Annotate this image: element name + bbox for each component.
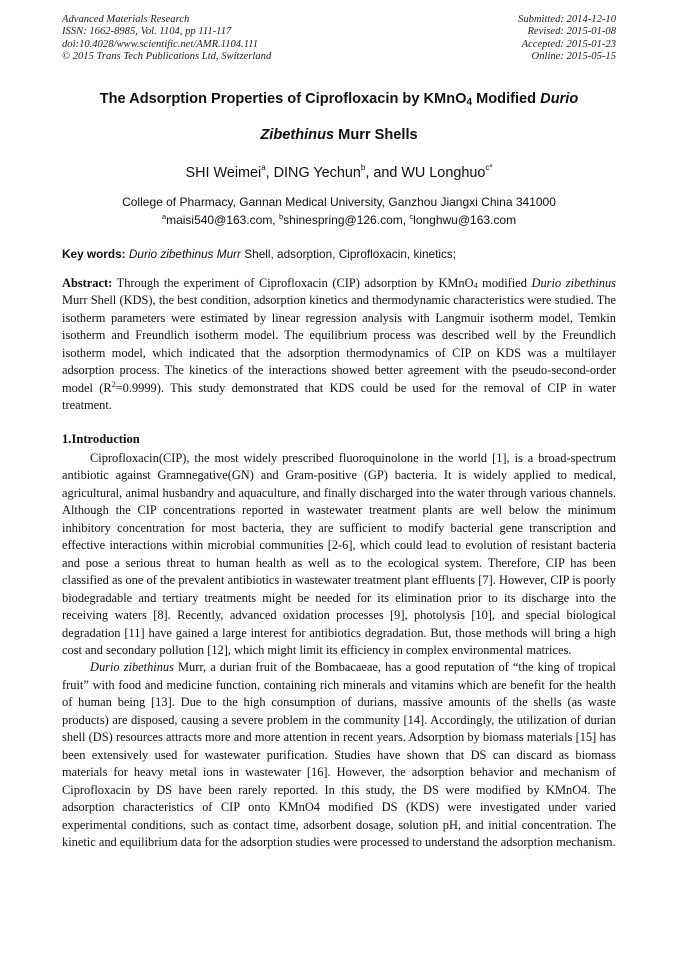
author-list (40, 165, 638, 181)
abstract-text: modified (477, 276, 532, 290)
title-text: Modified (472, 91, 541, 107)
paper-title-line1 (40, 91, 638, 107)
intro-species: Durio zibethinus (90, 660, 174, 675)
title-text: Murr Shells (334, 127, 418, 143)
submission-dates (518, 14, 616, 63)
keywords-species: Durio zibethinus Murr (125, 247, 241, 261)
author-mark: a (261, 163, 266, 172)
email-mark: c (409, 212, 414, 221)
date-accepted: Accepted: 2015-01-23 (521, 38, 616, 50)
author-name: SHI Weimei (185, 165, 262, 181)
section-heading-introduction: 1.Introduction (62, 432, 140, 446)
title-text: The Adsorption Properties of Ciprofloxacin by KMnO (99, 91, 467, 107)
date-submitted: Submitted: 2014-12-10 (518, 14, 616, 25)
keywords-text: Shell, adsorption, Ciprofloxacin, kinetics; (240, 247, 457, 261)
author-name: , and WU Longhuo (365, 165, 486, 181)
email-address: maisi540@163.com, (166, 213, 279, 227)
paper-title-line2 (40, 127, 638, 143)
abstract-text: Murr Shell (KDS), the best condition, adsorption kinetics and thermodynamic characteristics were studied. The isotherm parameters were estimated by linear regression analysis with Langmuir isotherm model, Temkin isotherm and Freundlich isotherm model. The equilibrium process was described well by the Freundlich isotherm model, which indicated that the adsorption thermodynamics of CIP on KDS was a multilayer adsorption process. The kinetics of the interactions showed better agreement with the pseudo-second-order model (R (62, 293, 616, 395)
journal-issn: ISSN: 1662-8985, Vol. 1104, pp 111-117 (62, 26, 232, 38)
abstract-text: =0.9999). This study demonstrated that KDS could be used for the removal of CIP in water treatment. (62, 380, 616, 413)
author-emails (40, 213, 638, 227)
abstract-label: Abstract: (62, 276, 113, 290)
abstract (62, 275, 616, 415)
title-subscript: 4 (466, 97, 473, 108)
title-species: Zibethinus (260, 127, 335, 143)
intro-text: Murr, a durian fruit of the Bombacaeae, has a good reputation of “the king of tropical fruit” with food and medicine function, containing rich minerals and vitamins which are benefit for the health of human being [13]. Due to the high consumption of durians, massive amounts of the shells (as waste products) are disposed, causing a severe problem in the community [14]. Accordingly, the utilization of durian shell (DS) resources attracts more and more attention in recent years. Adsorption by biomass materials [15] has been extensively used for wastewater purification. Studies have shown that DS can discard as biomass materials for heavy metal ions in wastewater [16]. However, the adsorption behavior and mechanism of Ciprofloxacin by DS have been rarely reported. In this study, the DS were modified by KMnO4. The adsorption characteristics of CIP onto KMnO4 modified DS (KDS) were investigated under varied experimental conditions, such as contact time, adsorbent dosage, solution pH, and initial concentration. The kinetic and equilibrium data for the adsorption studies were processed to understand the adsorption mechanism. (62, 660, 616, 849)
date-online: Online: 2015-05-15 (531, 50, 616, 62)
keywords (62, 247, 616, 261)
author-name: , DING Yechun (265, 165, 361, 181)
abstract-text: Through the experiment of Ciprofloxacin (CIP) adsorption by KMnO (112, 276, 474, 290)
email-address: longhwu@163.com (413, 213, 517, 227)
intro-paragraph-1: Ciprofloxacin(CIP), the most widely prescribed fluoroquinolone in the world [1], is a broad-spectrum antibiotic against Gramnegative(GN) and Gram-positive (GP) bacteria. It is widely applied to medical, agricultural, animal husbandry and aquaculture, and finally discharged into the water through various channels. Although the CIP concentrations reported in wastewater treatment plants are well below the minimum inhibitory concentration for most bacteria, they are sufficient to modify bacterial gene transcription and effective interactions within microbial communities [2-6], which could lead to evolution of resistant bacteria and pose a serious threat to human health as well as to the ecological system. Therefore, CIP has been classified as one of the prevalent antibiotics in wastewater treatment plant effluents [7]. However, CIP is poorly biodegradable and tertiary treatments might be needed for its elimination prior to its discharge into the receiving waters [8]. Recently, advanced oxidation processes [9], photolysis [10], and special biological degradation [11] have gained a large interest for antibiotics degradation. But, those methods will bring a high cost and secondary pollution [12], which might limit its efficiency in complex environmental matrices. (62, 451, 616, 657)
journal-name: Advanced Materials Research (62, 14, 190, 25)
author-mark: c* (485, 163, 493, 172)
abstract-species: Durio zibethinus (531, 276, 616, 290)
abstract-superscript: 2 (111, 379, 116, 389)
date-revised: Revised: 2015-01-08 (527, 26, 616, 38)
journal-doi: doi:10.4028/www.scientific.net/AMR.1104.111 (62, 38, 259, 50)
email-mark: a (161, 212, 167, 221)
email-address: shinespring@126.com, (283, 213, 410, 227)
title-species: Durio (540, 91, 579, 107)
journal-info (62, 14, 271, 63)
author-mark: b (360, 163, 366, 172)
introduction-body (62, 450, 616, 851)
affiliation: College of Pharmacy, Gannan Medical University, Ganzhou Jiangxi China 341000 (122, 195, 556, 209)
intro-paragraph-2 (62, 659, 616, 851)
journal-copyright: © 2015 Trans Tech Publications Ltd, Switzerland (62, 50, 272, 62)
email-mark: b (278, 212, 284, 221)
keywords-label: Key words: (62, 247, 126, 261)
abstract-subscript: 4 (473, 281, 478, 290)
